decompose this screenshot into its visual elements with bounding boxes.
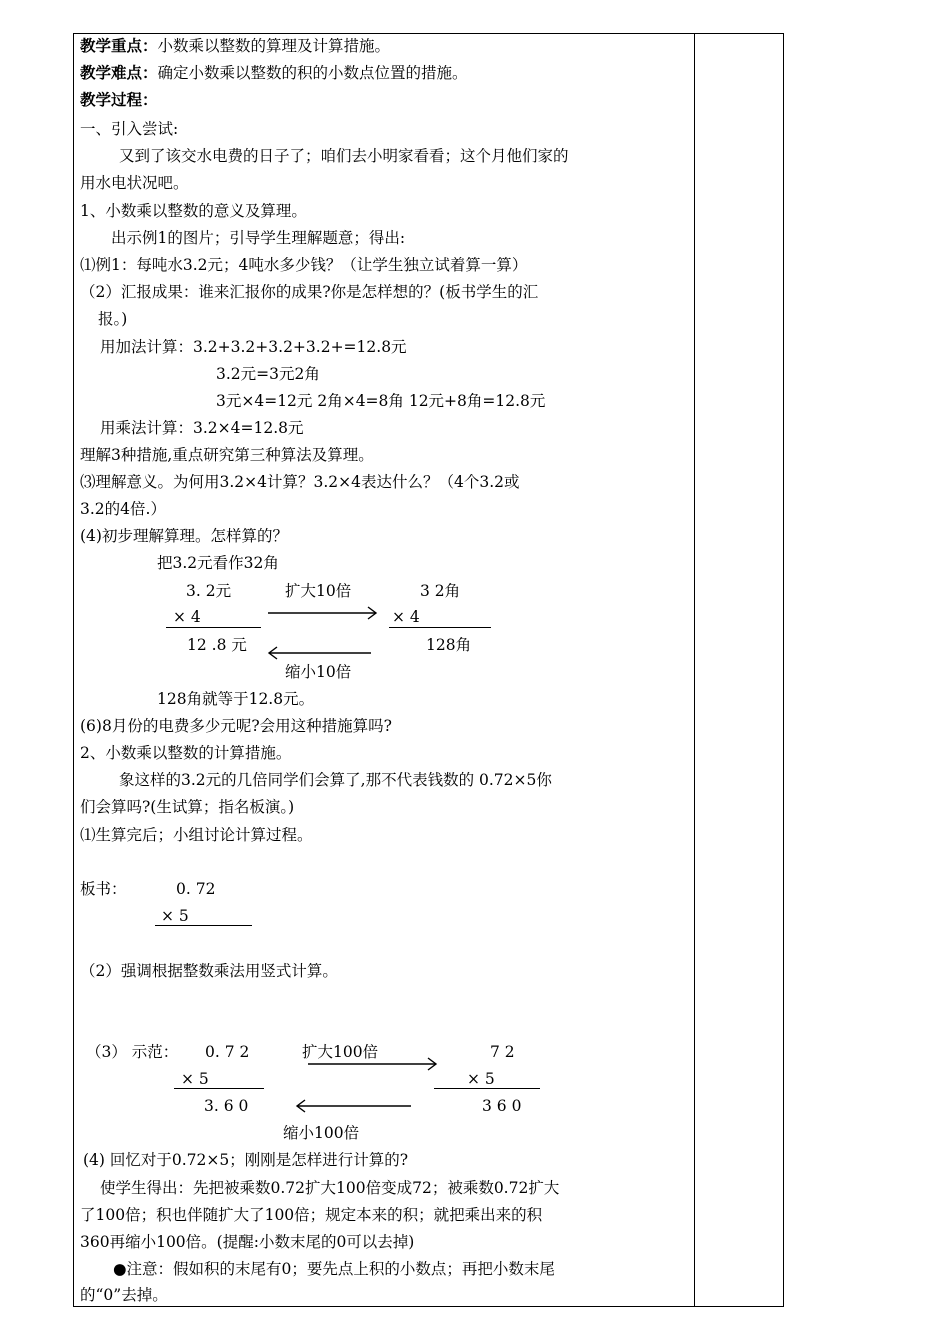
paragraph-line: 们会算吗?(生试算；指名板演。) bbox=[80, 798, 295, 816]
paragraph-line: ⑴生算完后；小组讨论计算过程。 bbox=[80, 826, 313, 844]
paragraph-line: ⑴例1：每吨水3.2元；4吨水多少钱？（让学生独立试着算一算） bbox=[80, 256, 528, 274]
diagram1-right-top: 3 2角 bbox=[420, 582, 461, 600]
teaching-difficulty bbox=[80, 63, 468, 83]
diagram1-left-result: 12 .8 元 bbox=[187, 636, 247, 654]
paragraph-line: 的“0”去掉。 bbox=[80, 1286, 168, 1304]
paragraph-line: (4)初步理解算理。怎样算的？ bbox=[80, 527, 288, 545]
paragraph-line: 使学生得出：先把被乘数0.72扩大100倍变成72；被乘数0.72扩大 bbox=[100, 1179, 560, 1197]
arrow-right-icon bbox=[268, 605, 380, 621]
paragraph-line: 象这样的3.2元的几倍同学们会算了,那不代表钱数的 0.72×5你 bbox=[119, 771, 552, 789]
paragraph-line: (6)8月份的电费多少元呢?会用这种措施算吗? bbox=[80, 717, 392, 735]
board-mul: × 5 bbox=[161, 907, 189, 925]
diagram2-left-top: 0. 7 2 bbox=[205, 1043, 250, 1061]
section-heading: 1、小数乘以整数的意义及算理。 bbox=[80, 202, 307, 220]
teaching-difficulty-label: 教学难点： bbox=[80, 63, 158, 82]
diagram2-left-underline bbox=[174, 1088, 264, 1089]
diagram1-left-underline bbox=[166, 627, 261, 628]
teaching-difficulty-text: 确定小数乘以整数的积的小数点位置的措施。 bbox=[157, 64, 468, 82]
diagram2-right-top: 7 2 bbox=[490, 1043, 515, 1061]
diagram2-right-mul: × 5 bbox=[467, 1070, 495, 1088]
diagram1-left-mul: × 4 bbox=[173, 608, 201, 626]
paragraph-line: 报。) bbox=[98, 310, 128, 328]
diagram1-right-underline bbox=[389, 627, 491, 628]
section-intro-heading: 一、引入尝试: bbox=[80, 120, 179, 138]
teaching-focus-label: 教学重点： bbox=[80, 36, 158, 55]
arrow-left-icon bbox=[295, 1098, 413, 1114]
paragraph-line: 理解3种措施,重点研究第三种算法及算理。 bbox=[80, 446, 374, 464]
column-divider bbox=[694, 33, 695, 1307]
board-underline bbox=[155, 925, 252, 926]
diagram2-right-result: 3 6 0 bbox=[482, 1097, 522, 1115]
paragraph-line: 又到了该交水电费的日子了；咱们去小明家看看；这个月他们家的 bbox=[119, 147, 569, 165]
diagram1-arrow-down-label: 缩小10倍 bbox=[285, 663, 352, 681]
paragraph-line: （2）汇报成果：谁来汇报你的成果?你是怎样想的？(板书学生的汇 bbox=[80, 283, 539, 301]
teaching-process-label: 教学过程： bbox=[80, 90, 158, 109]
paragraph-line: 用水电状况吧。 bbox=[80, 174, 189, 192]
paragraph-line: 了100倍；积也伴随扩大了100倍；规定本来的积；就把乘出来的积 bbox=[80, 1206, 543, 1224]
teaching-focus-text: 小数乘以整数的算理及计算措施。 bbox=[157, 37, 391, 55]
paragraph-line: (4) 回忆对于0.72×5；刚刚是怎样进行计算的? bbox=[83, 1151, 409, 1169]
page-frame bbox=[73, 33, 784, 1307]
paragraph-line: 128角就等于12.8元。 bbox=[157, 690, 315, 708]
paragraph-line: 用乘法计算：3.2×4=12.8元 bbox=[100, 419, 304, 437]
diagram2-arrow-down-label: 缩小100倍 bbox=[283, 1124, 360, 1142]
diagram2-left-mul: × 5 bbox=[181, 1070, 209, 1088]
section-heading: 2、小数乘以整数的计算措施。 bbox=[80, 744, 292, 762]
paragraph-line: 3元×4=12元 2角×4=8角 12元+8角=12.8元 bbox=[216, 392, 546, 410]
paragraph-line: 3.2的4倍.） bbox=[80, 500, 166, 518]
diagram1-right-mul: × 4 bbox=[392, 608, 420, 626]
arrow-left-icon bbox=[267, 645, 373, 661]
board-top: 0. 72 bbox=[176, 880, 216, 898]
arrow-right-icon bbox=[308, 1056, 440, 1072]
teaching-focus bbox=[80, 36, 390, 56]
paragraph-line: 用加法计算：3.2+3.2+3.2+3.2+=12.8元 bbox=[100, 338, 407, 356]
paragraph-line: ●注意：假如积的末尾有0；要先点上积的小数点；再把小数末尾 bbox=[113, 1260, 555, 1278]
diagram2-label: （3） 示范： bbox=[86, 1043, 179, 1061]
paragraph-line: 3.2元=3元2角 bbox=[216, 365, 320, 383]
paragraph-line: 360再缩小100倍。(提醒:小数末尾的0可以去掉) bbox=[80, 1233, 415, 1251]
diagram1-left-top: 3. 2元 bbox=[186, 582, 232, 600]
paragraph-line: ⑶理解意义。为何用3.2×4计算？3.2×4表达什么？（4个3.2或 bbox=[80, 473, 520, 491]
paragraph-line: （2）强调根据整数乘法用竖式计算。 bbox=[80, 962, 338, 980]
diagram1-arrow-up-label: 扩大10倍 bbox=[285, 582, 352, 600]
diagram2-left-result: 3. 6 0 bbox=[204, 1097, 249, 1115]
diagram1-right-result: 128角 bbox=[426, 636, 472, 654]
board-label: 板书： bbox=[80, 880, 127, 898]
diagram2-arrow-up-label: 扩大100倍 bbox=[302, 1043, 379, 1061]
paragraph-line: 出示例1的图片；引导学生理解题意；得出: bbox=[111, 229, 406, 247]
paragraph-line: 把3.2元看作32角 bbox=[157, 554, 279, 572]
diagram2-right-underline bbox=[434, 1088, 540, 1089]
